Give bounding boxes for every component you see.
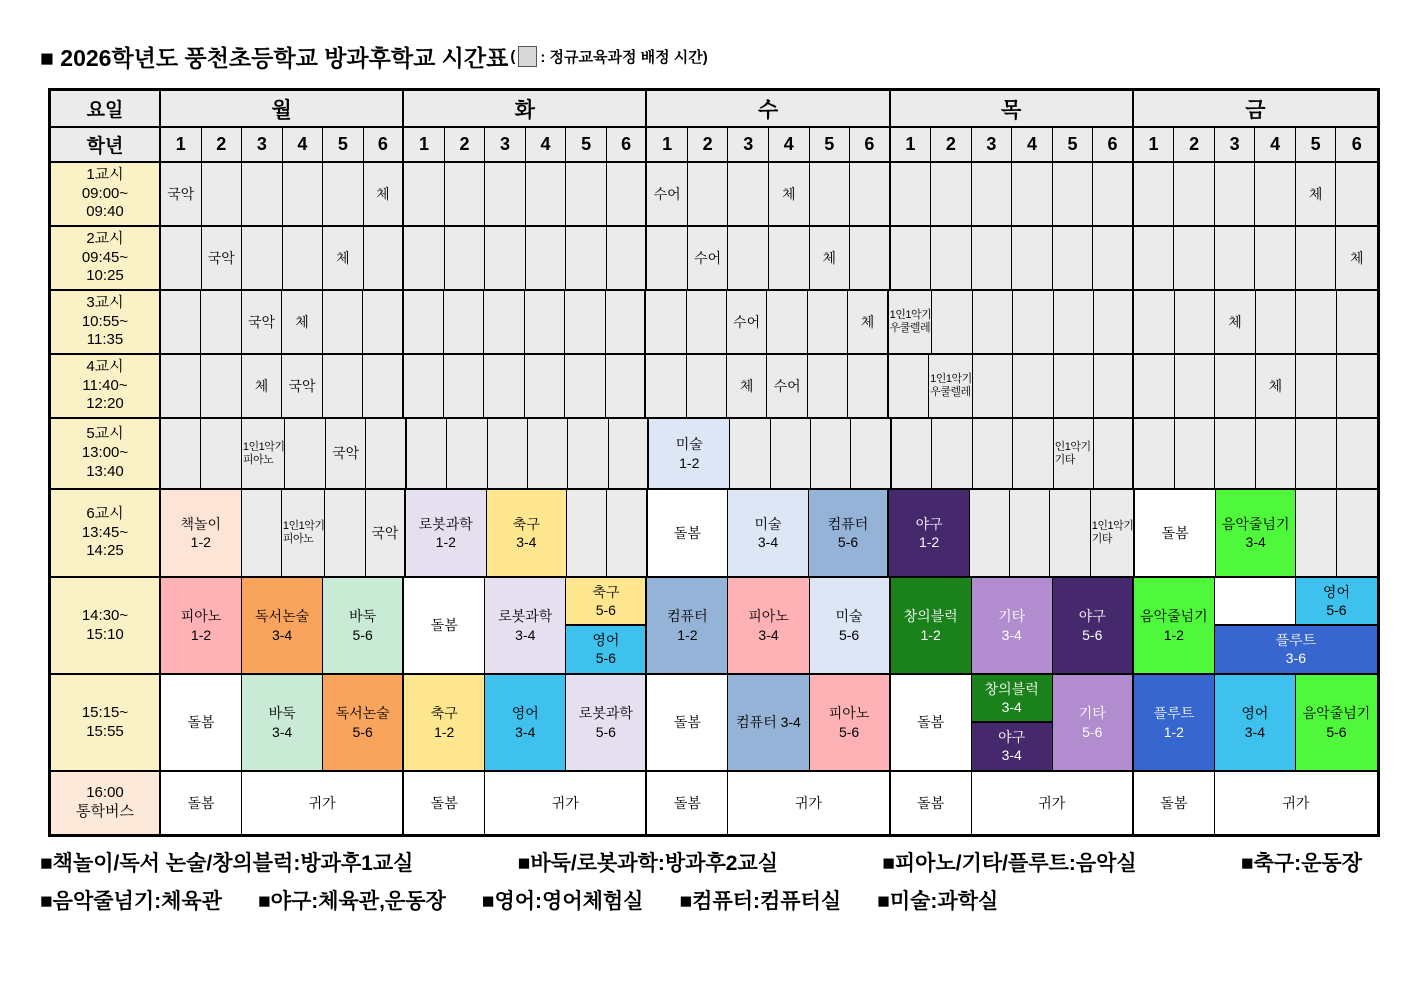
grade-header: 1 — [1134, 128, 1175, 161]
empty-cell — [566, 163, 607, 225]
period-row-grid — [161, 419, 1377, 488]
legend-description: : 정규교육과정 배정 시간) — [540, 49, 708, 66]
empty-cell — [1215, 578, 1296, 626]
subject-cell: 음악줄넘기 5-6 — [1296, 675, 1377, 770]
timetable-body — [51, 163, 1377, 834]
empty-cell — [363, 355, 403, 417]
grade-header: 5 — [323, 128, 364, 161]
empty-cell — [1296, 355, 1336, 417]
empty-cell — [1012, 227, 1053, 289]
grade-header: 3 — [242, 128, 283, 161]
subject-cell: 플루트 1-2 — [1134, 675, 1215, 770]
empty-cell — [891, 163, 932, 225]
grade-header: 2 — [202, 128, 243, 161]
subject-cell: 돌봄 — [648, 490, 729, 576]
empty-cell — [1134, 291, 1174, 353]
period-row-grid — [161, 490, 1377, 576]
empty-cell — [850, 163, 891, 225]
corner-grade-label: 학년 — [51, 128, 161, 161]
subject-cell: 미술 3-4 — [728, 490, 809, 576]
subject-cell: 책놀이 1-2 — [161, 490, 242, 576]
empty-cell — [447, 419, 487, 488]
grade-header: 5 — [1296, 128, 1337, 161]
empty-cell — [767, 291, 807, 353]
empty-cell — [769, 227, 810, 289]
empty-cell — [404, 163, 445, 225]
empty-cell — [567, 490, 607, 576]
empty-cell — [1013, 355, 1053, 417]
period-row-grid — [161, 578, 1377, 673]
empty-cell — [607, 227, 648, 289]
grade-header: 4 — [526, 128, 567, 161]
empty-cell — [1094, 419, 1134, 488]
subject-cell: 돌봄 — [891, 675, 972, 770]
subject-cell: 수어 — [767, 355, 807, 417]
empty-cell — [1336, 163, 1377, 225]
empty-cell — [161, 419, 201, 488]
empty-cell — [1215, 419, 1255, 488]
period-row — [51, 355, 1377, 419]
subject-cell: 로봇과학 1-2 — [406, 490, 487, 576]
empty-cell — [1094, 355, 1134, 417]
subject-cell: 컴퓨터 1-2 — [647, 578, 728, 673]
period-row-grid — [161, 675, 1377, 770]
day-header-4: 목 — [891, 91, 1134, 126]
empty-cell — [972, 227, 1013, 289]
footer-legend-item: ■컴퓨터:컴퓨터실 — [679, 890, 842, 913]
subject-cell: 1인1악기 우쿨렐레 — [929, 355, 973, 417]
empty-cell — [1053, 227, 1094, 289]
grade-header: 4 — [1255, 128, 1296, 161]
empty-cell — [606, 291, 646, 353]
empty-cell — [242, 490, 282, 576]
corner-day-label: 요일 — [51, 91, 161, 126]
grade-header-row — [51, 128, 1377, 163]
grade-header: 6 — [850, 128, 891, 161]
empty-cell — [1215, 163, 1256, 225]
period-row — [51, 772, 1377, 834]
footer-legend-item: ■축구:운동장 — [1240, 852, 1362, 875]
subject-cell: 체 — [242, 355, 282, 417]
grade-header: 2 — [688, 128, 729, 161]
grade-header: 4 — [1012, 128, 1053, 161]
subject-cell: 축구 3-4 — [487, 490, 568, 576]
empty-cell — [325, 490, 365, 576]
empty-cell — [730, 419, 770, 488]
empty-cell — [892, 419, 932, 488]
empty-cell — [1296, 419, 1336, 488]
empty-cell — [565, 355, 605, 417]
empty-cell — [1094, 291, 1134, 353]
empty-cell — [1296, 490, 1336, 576]
empty-cell — [687, 355, 727, 417]
subject-cell: 야구 3-4 — [972, 723, 1053, 771]
grade-header: 4 — [769, 128, 810, 161]
grade-header: 3 — [485, 128, 526, 161]
subject-cell: 컴퓨터 5-6 — [809, 490, 890, 576]
empty-cell — [404, 227, 445, 289]
subject-cell: 음악줄넘기 3-4 — [1216, 490, 1297, 576]
empty-cell — [404, 355, 444, 417]
empty-cell — [1337, 419, 1377, 488]
subject-cell: 체 — [1336, 227, 1377, 289]
empty-cell — [973, 419, 1013, 488]
empty-cell — [568, 419, 608, 488]
time-label: 2교시 09:45~ 10:25 — [51, 227, 161, 289]
empty-cell — [525, 291, 565, 353]
empty-cell — [931, 163, 972, 225]
empty-cell — [242, 163, 283, 225]
footer-legend-item: ■바둑/로봇과학:방과후2교실 — [517, 852, 778, 875]
empty-cell — [851, 419, 891, 488]
empty-cell — [283, 163, 324, 225]
day-header-1: 월 — [161, 91, 404, 126]
empty-cell — [1174, 227, 1215, 289]
empty-cell — [1174, 163, 1215, 225]
empty-cell — [1054, 291, 1094, 353]
subject-cell: 국악 — [326, 419, 366, 488]
empty-cell — [445, 227, 486, 289]
empty-cell — [1053, 163, 1094, 225]
footer-legend-item: ■책놀이/독서 논술/창의블럭:방과후1교실 — [40, 852, 414, 875]
subject-cell: 국악 — [366, 490, 406, 576]
empty-cell — [1134, 227, 1175, 289]
subject-cell: 피아노 5-6 — [810, 675, 891, 770]
title-legend — [510, 46, 707, 67]
subject-cell: 영어 5-6 — [1296, 578, 1377, 626]
subject-cell: 체 — [1296, 163, 1337, 225]
empty-cell — [485, 227, 526, 289]
grade-header: 1 — [161, 128, 202, 161]
subject-cell: 바둑 5-6 — [323, 578, 404, 673]
period-row-grid — [161, 227, 1377, 289]
period-row-grid — [161, 163, 1377, 225]
subject-cell: 인1악기 기타 — [1054, 419, 1094, 488]
empty-cell — [363, 291, 403, 353]
empty-cell — [242, 227, 283, 289]
period-row-grid — [161, 291, 1377, 353]
day-header-3: 수 — [647, 91, 890, 126]
day-header-2: 화 — [404, 91, 647, 126]
grade-header: 1 — [404, 128, 445, 161]
time-label: 6교시 13:45~ 14:25 — [51, 490, 161, 576]
empty-cell — [1134, 419, 1174, 488]
time-label: 16:00 통학버스 — [51, 772, 161, 834]
empty-cell — [201, 291, 241, 353]
empty-cell — [202, 163, 243, 225]
time-label: 1교시 09:00~ 09:40 — [51, 163, 161, 225]
day-header-row — [51, 91, 1377, 128]
empty-cell — [1337, 355, 1377, 417]
subject-cell: 돌봄 — [1134, 772, 1215, 834]
subject-cell: 야구 1-2 — [889, 490, 970, 576]
subject-cell: 독서논술 3-4 — [242, 578, 323, 673]
empty-cell — [771, 419, 811, 488]
empty-cell — [850, 227, 891, 289]
empty-cell — [1134, 355, 1174, 417]
empty-cell — [1296, 227, 1337, 289]
subject-cell: 귀가 — [972, 772, 1134, 834]
subject-cell: 영어 5-6 — [566, 626, 647, 674]
empty-cell — [161, 227, 202, 289]
time-label: 15:15~ 15:55 — [51, 675, 161, 770]
empty-cell — [1054, 355, 1094, 417]
subject-cell: 미술 5-6 — [810, 578, 891, 673]
empty-cell — [728, 227, 769, 289]
subject-cell: 국악 — [242, 291, 282, 353]
subject-cell: 체 — [1215, 291, 1255, 353]
subject-cell: 체 — [364, 163, 405, 225]
empty-cell — [285, 419, 325, 488]
subject-cell: 국악 — [161, 163, 202, 225]
timetable — [48, 88, 1380, 837]
period-row — [51, 578, 1377, 675]
empty-cell — [161, 291, 201, 353]
subject-cell: 국악 — [202, 227, 243, 289]
subject-cell: 체 — [282, 291, 322, 353]
subject-cell: 수어 — [688, 227, 729, 289]
grade-header: 6 — [364, 128, 405, 161]
empty-cell — [932, 419, 972, 488]
empty-cell — [1013, 291, 1053, 353]
regular-curriculum-swatch — [518, 46, 537, 67]
subject-cell: 귀가 — [728, 772, 890, 834]
empty-cell — [609, 419, 649, 488]
empty-cell — [607, 163, 648, 225]
grade-header: 2 — [445, 128, 486, 161]
empty-cell — [646, 291, 686, 353]
empty-cell — [889, 355, 929, 417]
empty-cell — [647, 227, 688, 289]
empty-cell — [932, 291, 972, 353]
empty-cell — [646, 355, 686, 417]
empty-cell — [1256, 419, 1296, 488]
subject-cell: 돌봄 — [404, 772, 485, 834]
subject-cell: 돌봄 — [647, 772, 728, 834]
empty-cell — [485, 163, 526, 225]
subject-cell: 체 — [1256, 355, 1296, 417]
subject-cell: 로봇과학 3-4 — [485, 578, 566, 673]
subject-cell: 체 — [848, 291, 888, 353]
empty-cell — [1012, 163, 1053, 225]
empty-cell — [323, 355, 363, 417]
empty-cell — [201, 355, 241, 417]
page-title — [40, 40, 708, 73]
footer-legend-item: ■영어:영어체험실 — [481, 890, 644, 913]
subject-cell: 미술 1-2 — [649, 419, 730, 488]
empty-cell — [444, 291, 484, 353]
empty-cell — [526, 227, 567, 289]
footer-legend-item: ■야구:체육관,운동장 — [257, 890, 446, 913]
empty-cell — [364, 227, 405, 289]
empty-cell — [688, 163, 729, 225]
empty-cell — [565, 291, 605, 353]
footer-legend-item: ■음악줄넘기:체육관 — [40, 890, 222, 913]
subject-cell: 창의블럭 3-4 — [972, 675, 1053, 723]
empty-cell — [1010, 490, 1050, 576]
empty-cell — [687, 291, 727, 353]
time-label: 4교시 11:40~ 12:20 — [51, 355, 161, 417]
subject-cell: 귀가 — [1215, 772, 1377, 834]
subject-cell: 수어 — [647, 163, 688, 225]
empty-cell — [811, 419, 851, 488]
empty-cell — [323, 163, 364, 225]
title-text: ■ 2026학년도 풍천초등학교 방과후학교 시간표 — [40, 45, 509, 71]
empty-cell — [161, 355, 201, 417]
empty-cell — [728, 163, 769, 225]
grade-header: 3 — [728, 128, 769, 161]
empty-cell — [972, 163, 1013, 225]
subject-cell: 피아노 1-2 — [161, 578, 242, 673]
empty-cell — [970, 490, 1010, 576]
grade-header: 2 — [931, 128, 972, 161]
empty-cell — [484, 355, 524, 417]
empty-cell — [973, 291, 1013, 353]
time-label: 5교시 13:00~ 13:40 — [51, 419, 161, 488]
subject-cell: 국악 — [282, 355, 322, 417]
empty-cell — [407, 419, 447, 488]
subject-cell: 음악줄넘기 1-2 — [1134, 578, 1215, 673]
empty-cell — [973, 355, 1013, 417]
empty-cell — [808, 291, 848, 353]
subject-cell: 플루트 3-6 — [1215, 626, 1377, 674]
empty-cell — [201, 419, 241, 488]
empty-cell — [1093, 163, 1134, 225]
empty-cell — [1215, 227, 1256, 289]
grade-header: 2 — [1174, 128, 1215, 161]
empty-cell — [528, 419, 568, 488]
empty-cell — [1050, 490, 1090, 576]
grade-header: 6 — [1093, 128, 1134, 161]
empty-cell — [931, 227, 972, 289]
empty-cell — [1175, 419, 1215, 488]
footer-legend-item: ■미술:과학실 — [877, 890, 999, 913]
grade-header: 4 — [283, 128, 324, 161]
empty-cell — [1175, 291, 1215, 353]
footer-legend-line2 — [40, 885, 1362, 915]
empty-cell — [525, 355, 565, 417]
subject-cell: 귀가 — [242, 772, 404, 834]
empty-cell — [1296, 291, 1336, 353]
subject-cell: 체 — [323, 227, 364, 289]
footer-legend-line1 — [40, 847, 1362, 877]
subject-cell: 귀가 — [485, 772, 647, 834]
empty-cell — [808, 355, 848, 417]
subject-cell: 컴퓨터 3-4 — [728, 675, 809, 770]
subject-cell: 1인1악기 피아노 — [282, 490, 326, 576]
grade-header: 1 — [647, 128, 688, 161]
empty-cell — [1093, 227, 1134, 289]
subject-cell: 기타 3-4 — [972, 578, 1053, 673]
subject-cell: 1인1악기 기타 — [1091, 490, 1136, 576]
subject-cell: 독서논술 5-6 — [323, 675, 404, 770]
subject-cell: 기타 5-6 — [1053, 675, 1134, 770]
grade-header: 5 — [1053, 128, 1094, 161]
period-row-grid — [161, 772, 1377, 834]
empty-cell — [484, 291, 524, 353]
subject-cell: 돌봄 — [161, 675, 242, 770]
subject-cell: 축구 1-2 — [404, 675, 485, 770]
empty-cell — [404, 291, 444, 353]
empty-cell — [444, 355, 484, 417]
grade-header: 6 — [607, 128, 648, 161]
empty-cell — [1337, 490, 1377, 576]
subject-cell: 영어 3-4 — [1215, 675, 1296, 770]
subject-cell: 돌봄 — [404, 578, 485, 673]
empty-cell — [606, 355, 646, 417]
empty-cell — [1013, 419, 1053, 488]
period-row-grid — [161, 355, 1377, 417]
time-label: 14:30~ 15:10 — [51, 578, 161, 673]
subject-cell: 수어 — [727, 291, 767, 353]
empty-cell — [526, 163, 567, 225]
empty-cell — [445, 163, 486, 225]
empty-cell — [488, 419, 528, 488]
grade-header: 5 — [810, 128, 851, 161]
subject-cell: 체 — [810, 227, 851, 289]
grade-header: 5 — [566, 128, 607, 161]
empty-cell — [810, 163, 851, 225]
empty-cell — [1215, 355, 1255, 417]
grade-header: 3 — [1215, 128, 1256, 161]
empty-cell — [1255, 163, 1296, 225]
period-row — [51, 490, 1377, 578]
period-row — [51, 163, 1377, 227]
subject-cell: 영어 3-4 — [485, 675, 566, 770]
grade-header: 1 — [891, 128, 932, 161]
day-header-5: 금 — [1134, 91, 1377, 126]
subject-cell: 돌봄 — [891, 772, 972, 834]
footer-legend-item: ■피아노/기타/플루트:음악실 — [882, 852, 1137, 875]
subject-cell: 축구 5-6 — [566, 578, 647, 626]
period-row — [51, 291, 1377, 355]
empty-cell — [848, 355, 888, 417]
period-row — [51, 675, 1377, 772]
subject-cell: 1인1악기 우쿨렐레 — [889, 291, 933, 353]
subject-cell: 1인1악기 피아노 — [242, 419, 286, 488]
subject-cell: 바둑 3-4 — [242, 675, 323, 770]
subject-cell: 로봇과학 5-6 — [566, 675, 647, 770]
subject-cell: 체 — [727, 355, 767, 417]
period-row — [51, 227, 1377, 291]
empty-cell — [1337, 291, 1377, 353]
subject-cell: 돌봄 — [647, 675, 728, 770]
grade-header: 3 — [972, 128, 1013, 161]
subject-cell: 체 — [769, 163, 810, 225]
subject-cell: 야구 5-6 — [1053, 578, 1134, 673]
empty-cell — [323, 291, 363, 353]
empty-cell — [566, 227, 607, 289]
subject-cell: 돌봄 — [1135, 490, 1216, 576]
empty-cell — [1134, 163, 1175, 225]
period-row — [51, 419, 1377, 490]
subject-cell: 돌봄 — [161, 772, 242, 834]
time-label: 3교시 10:55~ 11:35 — [51, 291, 161, 353]
empty-cell — [283, 227, 324, 289]
empty-cell — [1175, 355, 1215, 417]
empty-cell — [366, 419, 406, 488]
empty-cell — [607, 490, 647, 576]
grade-header: 6 — [1336, 128, 1377, 161]
subject-cell: 피아노 3-4 — [728, 578, 809, 673]
legend-open-paren: ( — [510, 48, 516, 65]
empty-cell — [1255, 227, 1296, 289]
empty-cell — [891, 227, 932, 289]
subject-cell: 창의블럭 1-2 — [891, 578, 972, 673]
empty-cell — [1256, 291, 1296, 353]
